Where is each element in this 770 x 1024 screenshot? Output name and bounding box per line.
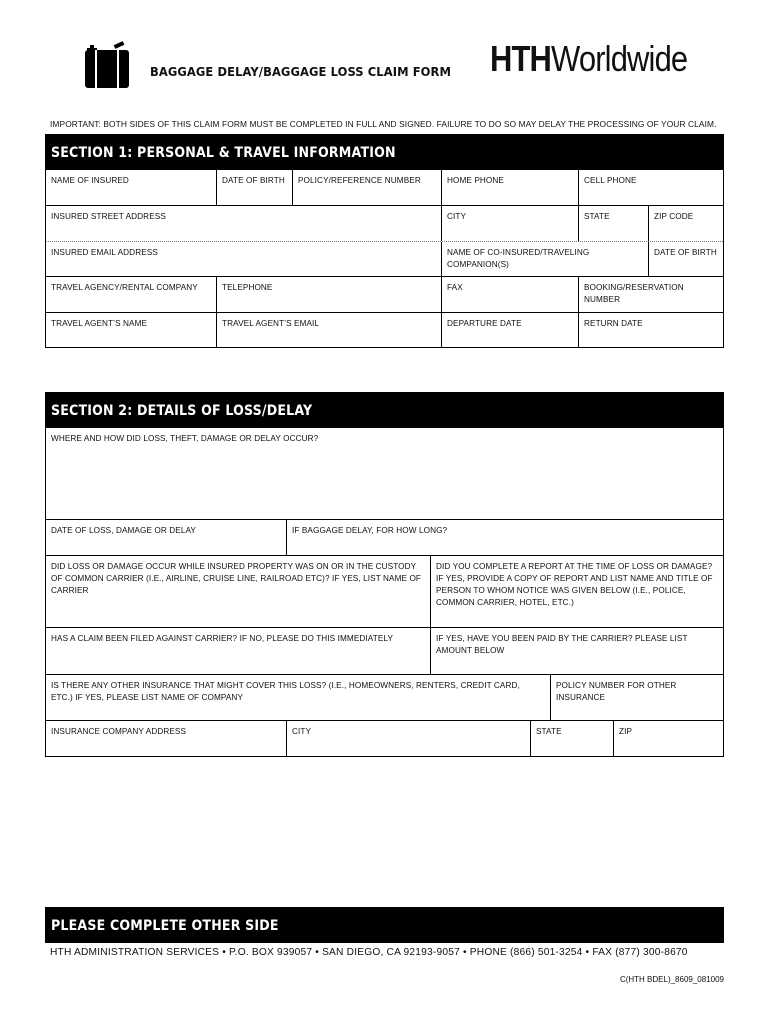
date-of-loss-field[interactable]: DATE OF LOSS, DAMAGE OR DELAY [51,526,196,535]
name-of-insured-field[interactable]: NAME OF INSURED [51,176,129,185]
section2-row-6 [46,720,723,756]
important-note: IMPORTANT: BOTH SIDES OF THIS CLAIM FORM MUST BE COMPLETED IN FULL AND SIGNED. FAILURE TO DO SO MAY DELAY THE PROCESSING OF YOUR CLAIM. [50,119,717,129]
fax-field[interactable]: FAX [441,277,578,312]
section2-title: SECTION 2: DETAILS OF LOSS/DELAY [51,403,313,419]
section2-grid [45,428,724,757]
footer-address: HTH ADMINISTRATION SERVICES • P.O. BOX 939057 • SAN DIEGO, CA 92193-9057 • PHONE (866) 501-3254 • FAX (877) 300-8670 [50,947,688,958]
section2-row-3 [46,555,723,627]
section1-row-1 [46,170,723,205]
suitcase-icon [83,40,133,90]
return-date-field[interactable]: RETURN DATE [578,313,723,347]
travel-agent-name-field[interactable]: TRAVEL AGENT’S NAME [51,319,148,328]
zip-code-field[interactable]: ZIP CODE [648,206,723,241]
form-title: BAGGAGE DELAY/BAGGAGE LOSS CLAIM FORM [150,64,452,79]
insurance-city-field[interactable]: CITY [286,721,530,756]
paid-by-carrier-field[interactable]: IF YES, HAVE YOU BEEN PAID BY THE CARRIER? PLEASE LIST AMOUNT BELOW [430,628,723,674]
other-insurance-field[interactable]: IS THERE ANY OTHER INSURANCE THAT MIGHT COVER THIS LOSS? (I.E., HOMEOWNERS, RENTERS, CREDIT CARD, ETC.) IF YES, PLEASE LIST NAME OF COMPANY [51,681,520,702]
travel-agency-field[interactable]: TRAVEL AGENCY/RENTAL COMPANY [51,283,198,292]
co-insured-name-field[interactable]: NAME OF CO-INSURED/TRAVELING COMPANION(S) [441,242,648,276]
other-policy-number-field[interactable]: POLICY NUMBER FOR OTHER INSURANCE [550,675,723,720]
section1-row-3 [46,241,723,276]
section1-row-4 [46,276,723,312]
section1-header [45,134,724,170]
travel-agent-email-field[interactable]: TRAVEL AGENT’S EMAIL [216,313,441,347]
insurance-state-field[interactable]: STATE [530,721,613,756]
brand-bold: HTH [490,38,552,79]
booking-number-field[interactable]: BOOKING/RESERVATION NUMBER [578,277,723,312]
departure-date-field[interactable]: DEPARTURE DATE [441,313,578,347]
insurance-company-address-field[interactable]: INSURANCE COMPANY ADDRESS [51,727,187,736]
brand-logo [490,38,687,80]
section2-row-2 [46,519,723,555]
city-field[interactable]: CITY [441,206,578,241]
section1-row-2 [46,205,723,241]
complete-other-side-title: PLEASE COMPLETE OTHER SIDE [51,918,279,934]
section2-header [45,392,724,428]
section1-row-5 [46,312,723,347]
state-field[interactable]: STATE [578,206,648,241]
section2-row-5 [46,674,723,720]
common-carrier-field[interactable]: DID LOSS OR DAMAGE OCCUR WHILE INSURED PROPERTY WAS ON OR IN THE CUSTODY OF COMMON CARRIER (I.E., AIRLINE, CRUISE LINE, RAILROAD ETC)? IF YES, LIST NAME OF CARRIER [51,562,422,595]
policy-reference-field[interactable]: POLICY/REFERENCE NUMBER [292,170,441,205]
section1-grid [45,170,724,348]
home-phone-field[interactable]: HOME PHONE [441,170,578,205]
section1-title: SECTION 1: PERSONAL & TRAVEL INFORMATION [51,145,396,161]
insurance-zip-field[interactable]: ZIP [613,721,723,756]
cell-phone-field[interactable]: CELL PHONE [578,170,723,205]
claim-against-carrier-field[interactable]: HAS A CLAIM BEEN FILED AGAINST CARRIER? IF NO, PLEASE DO THIS IMMEDIATELY [51,634,394,643]
section2-row-4 [46,627,723,674]
where-how-field[interactable]: WHERE AND HOW DID LOSS, THEFT, DAMAGE OR DELAY OCCUR? [51,434,319,443]
delay-how-long-field[interactable]: IF BAGGAGE DELAY, FOR HOW LONG? [286,520,723,555]
complete-other-side-bar [45,907,724,943]
insured-street-address-field[interactable]: INSURED STREET ADDRESS [51,212,166,221]
telephone-field[interactable]: TELEPHONE [216,277,441,312]
form-code: C(HTH BDEL)_8609_081009 [619,975,724,984]
date-of-birth-field[interactable]: DATE OF BIRTH [216,170,292,205]
report-filed-field[interactable]: DID YOU COMPLETE A REPORT AT THE TIME OF LOSS OR DAMAGE? IF YES, PROVIDE A COPY OF REPORT AND LIST NAME AND TITLE OF PERSON TO WHOM NOTICE WAS GIVEN BELOW (I.E., POLICE, COMMON CARRIER, HOTEL, ETC.) [430,556,723,627]
section2-row-1 [46,428,723,519]
insured-email-field[interactable]: INSURED EMAIL ADDRESS [51,248,158,257]
brand-light: Worldwide [551,38,688,79]
co-insured-dob-field[interactable]: DATE OF BIRTH [648,242,723,276]
